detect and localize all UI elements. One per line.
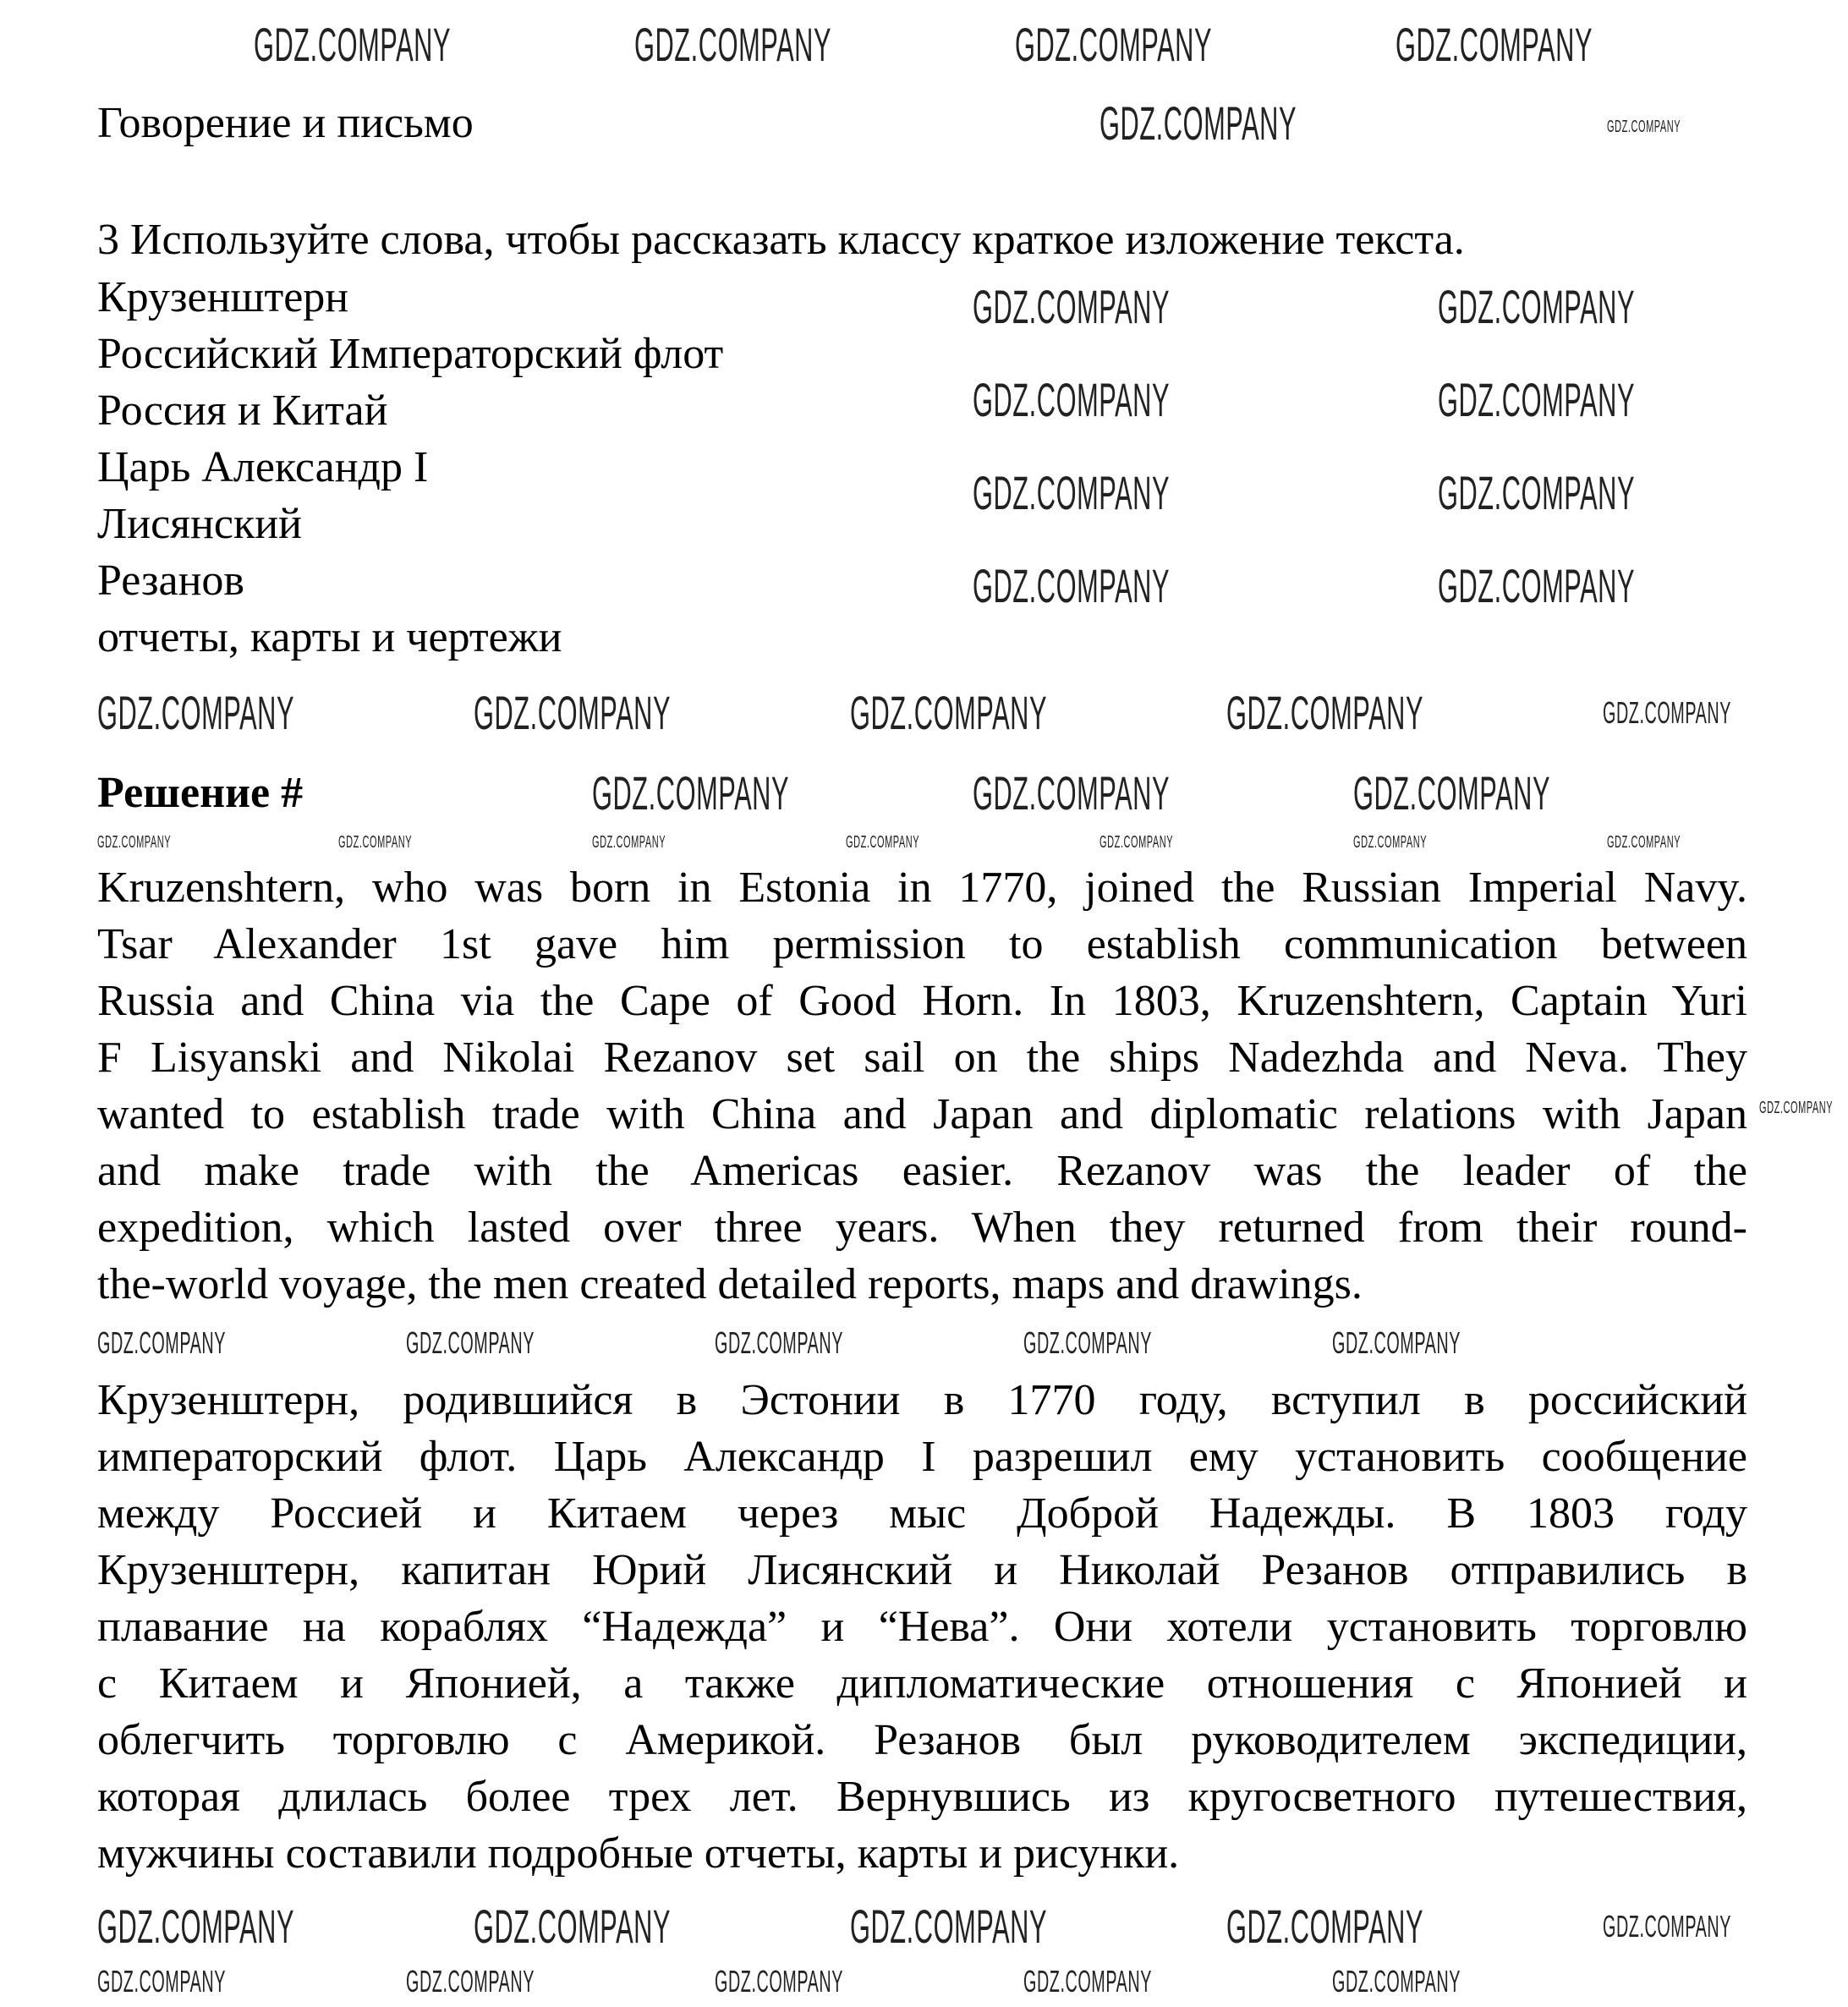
watermark: GDZ.COMPANY	[1226, 686, 1424, 739]
paragraph-line: F Lisyanski and Nikolai Rezanov set sail on the ships Nadezhda and Neva. They	[97, 1034, 1747, 1082]
paragraph-line: and make trade with the Americas easier. Rezanov was the leader of the	[97, 1147, 1747, 1195]
word-item: Лисянский	[97, 500, 302, 548]
word-item: Резанов	[97, 557, 244, 605]
watermark: GDZ.COMPANY	[97, 1900, 295, 1953]
paragraph-line: expedition, which lasted over three years. When they returned from their round-	[97, 1204, 1747, 1252]
watermark: GDZ.COMPANY	[97, 1964, 226, 1999]
paragraph-line: the-world voyage, the men created detailed reports, maps and drawings.	[97, 1260, 1363, 1308]
word-item: отчеты, карты и чертежи	[97, 613, 562, 661]
watermark: GDZ.COMPANY	[1353, 833, 1428, 852]
english-paragraph	[97, 859, 1747, 1313]
watermark: GDZ.COMPANY	[973, 766, 1171, 820]
section-heading: Говорение и письмо	[97, 99, 474, 147]
watermark: GDZ.COMPANY	[1438, 373, 1636, 426]
watermark: GDZ.COMPANY	[97, 1325, 226, 1360]
paragraph-line: wanted to establish trade with China and Japan and diplomatic relations with Japan	[97, 1090, 1747, 1138]
watermark: GDZ.COMPANY	[1603, 1909, 1731, 1944]
word-item: Российский Императорский флот	[97, 330, 724, 378]
watermark: GDZ.COMPANY	[973, 466, 1171, 519]
watermark: GDZ.COMPANY	[973, 559, 1171, 612]
solution-label: Решение #	[97, 769, 304, 817]
watermark: GDZ.COMPANY	[1023, 1325, 1152, 1360]
paragraph-line: между Россией и Китаем через мыс Доброй Надежды. В 1803 году	[97, 1489, 1747, 1538]
watermark: GDZ.COMPANY	[715, 1325, 843, 1360]
watermark: GDZ.COMPANY	[846, 833, 920, 852]
watermark: GDZ.COMPANY	[850, 686, 1048, 739]
word-item: Крузенштерн	[97, 273, 349, 321]
paragraph-line: Крузенштерн, капитан Юрий Лисянский и Николай Резанов отправились в	[97, 1546, 1747, 1594]
watermark: GDZ.COMPANY	[1607, 833, 1681, 852]
watermark: GDZ.COMPANY	[1603, 695, 1731, 730]
watermark: GDZ.COMPANY	[1332, 1325, 1461, 1360]
watermark: GDZ.COMPANY	[1438, 559, 1636, 612]
watermark: GDZ.COMPANY	[97, 686, 295, 739]
watermark: GDZ.COMPANY	[474, 1900, 672, 1953]
watermark: GDZ.COMPANY	[254, 18, 452, 71]
watermark: GDZ.COMPANY	[850, 1900, 1048, 1953]
russian-paragraph	[97, 1372, 1747, 1882]
watermark: GDZ.COMPANY	[973, 373, 1171, 426]
watermark: GDZ.COMPANY	[1099, 96, 1297, 150]
watermark: GDZ.COMPANY	[97, 833, 172, 852]
task-text: 3 Используйте слова, чтобы рассказать классу краткое изложение текста.	[97, 216, 1465, 264]
watermark: GDZ.COMPANY	[592, 833, 666, 852]
watermark: GDZ.COMPANY	[1353, 766, 1551, 820]
watermark: GDZ.COMPANY	[1396, 18, 1593, 71]
word-list	[97, 269, 723, 666]
watermark: GDZ.COMPANY	[1023, 1964, 1152, 1999]
watermark: GDZ.COMPANY	[1226, 1900, 1424, 1953]
watermark: GDZ.COMPANY	[1332, 1964, 1461, 1999]
paragraph-line: императорский флот. Царь Александр I разрешил ему установить сообщение	[97, 1433, 1747, 1481]
paragraph-line: Kruzenshtern, who was born in Estonia in 1770, joined the Russian Imperial Navy.	[97, 864, 1747, 912]
paragraph-line: мужчины составили подробные отчеты, карты и рисунки.	[97, 1829, 1180, 1878]
watermark: GDZ.COMPANY	[474, 686, 672, 739]
paragraph-line: облегчить торговлю с Америкой. Резанов был руководителем экспедиции,	[97, 1716, 1747, 1764]
watermark: GDZ.COMPANY	[338, 833, 413, 852]
watermark: GDZ.COMPANY	[1438, 280, 1636, 333]
word-item: Россия и Китай	[97, 387, 388, 435]
watermark: GDZ.COMPANY	[592, 766, 790, 820]
watermark: GDZ.COMPANY	[634, 18, 832, 71]
word-item: Царь Александр I	[97, 443, 429, 491]
watermark: GDZ.COMPANY	[1099, 833, 1174, 852]
paragraph-line: плавание на кораблях “Надежда” и “Нева”. Они хотели установить торговлю	[97, 1603, 1747, 1651]
watermark: GDZ.COMPANY	[406, 1964, 535, 1999]
paragraph-line: Крузенштерн, родившийся в Эстонии в 1770 году, вступил в российский	[97, 1376, 1747, 1424]
paragraph-line: Tsar Alexander 1st gave him permission to establish communication between	[97, 920, 1747, 968]
watermark: GDZ.COMPANY	[973, 280, 1171, 333]
paragraph-line: с Китаем и Японией, а также дипломатические отношения с Японией и	[97, 1659, 1747, 1708]
watermark: GDZ.COMPANY	[406, 1325, 535, 1360]
watermark: GDZ.COMPANY	[1438, 466, 1636, 519]
watermark: GDZ.COMPANY	[1607, 118, 1681, 136]
watermark: GDZ.COMPANY	[715, 1964, 843, 1999]
watermark: GDZ.COMPANY	[1015, 18, 1213, 71]
paragraph-line: Russia and China via the Cape of Good Horn. In 1803, Kruzenshtern, Captain Yuri	[97, 977, 1747, 1025]
paragraph-line: которая длилась более трех лет. Вернувшись из кругосветного путешествия,	[97, 1773, 1747, 1821]
watermark: GDZ.COMPANY	[1759, 1099, 1834, 1117]
